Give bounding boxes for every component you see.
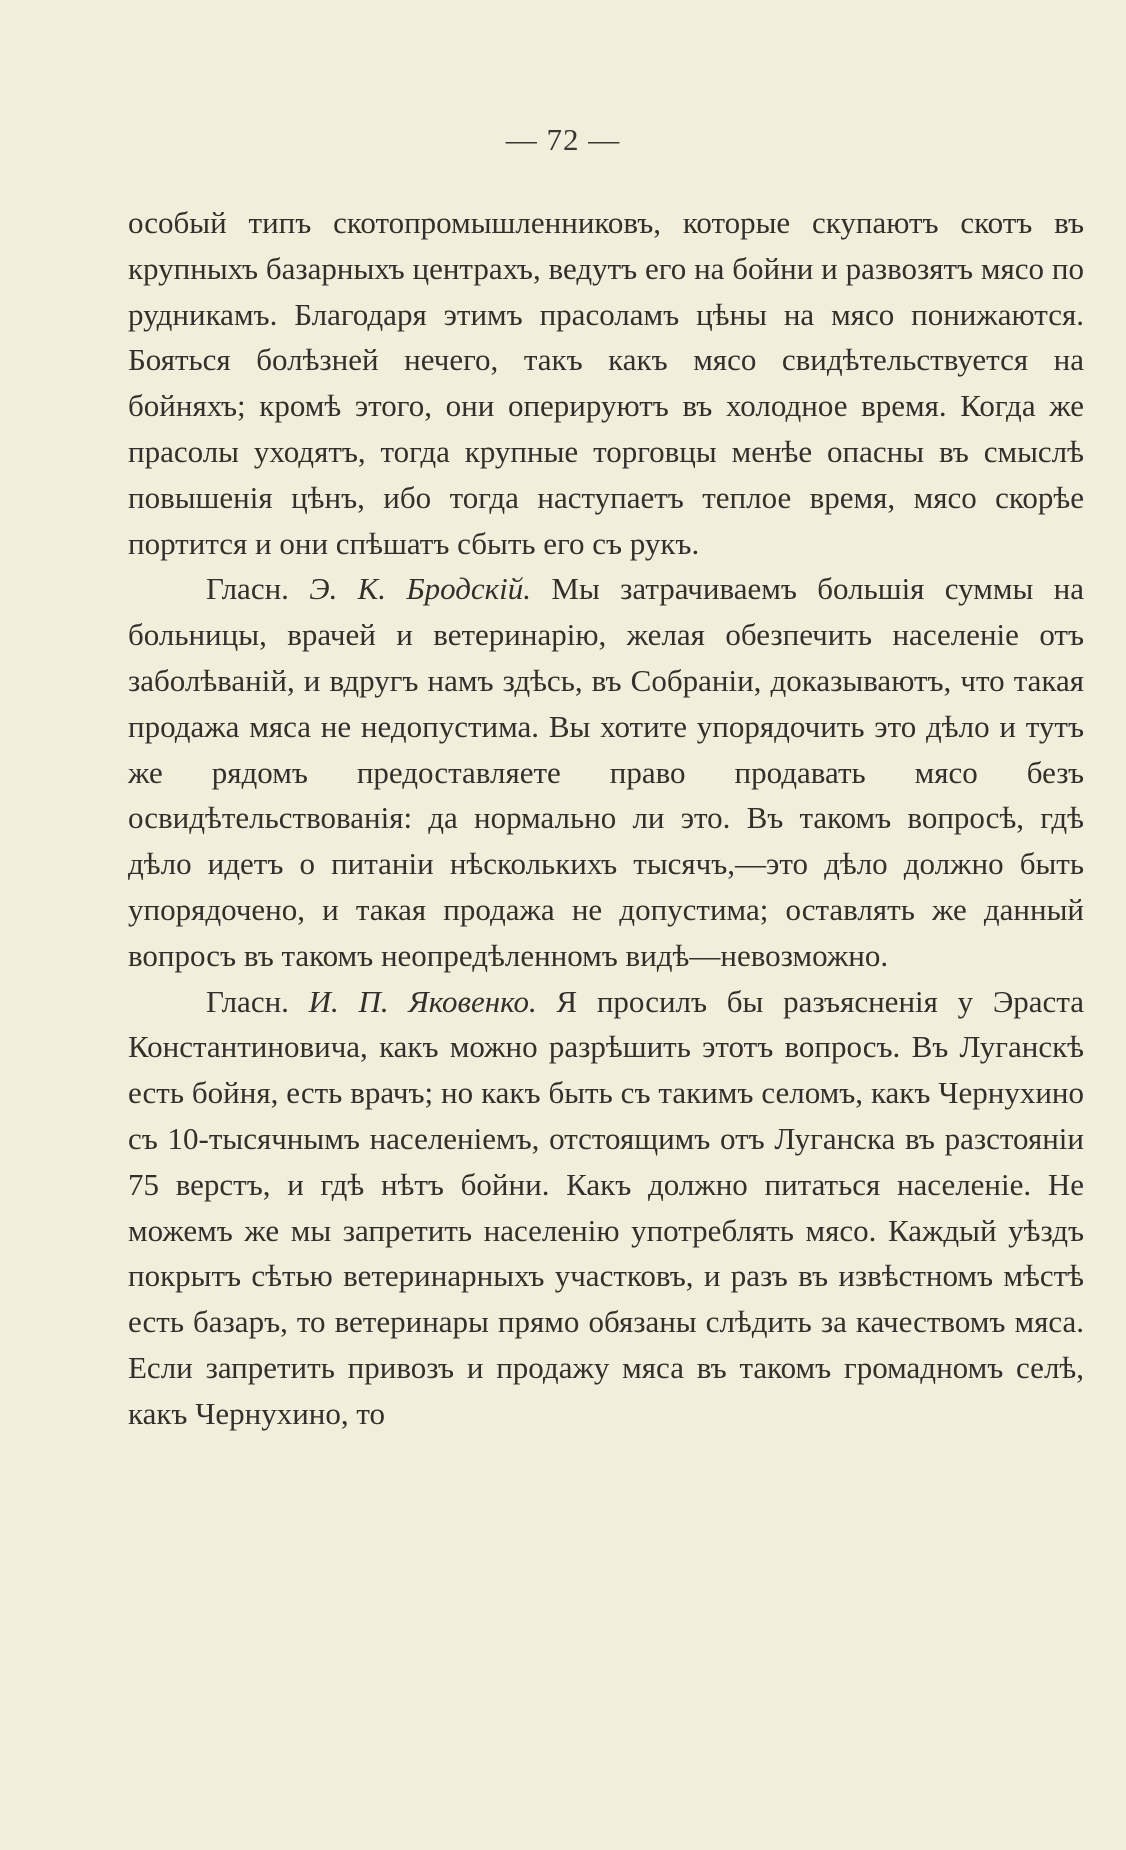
paragraph-continuation [128,200,1084,566]
paragraph-yakovenko [128,979,1084,1437]
speaker-title: Гласн. [206,983,309,1019]
paragraph-text: Я просилъ бы разъясненія у Эраста Константиновича, какъ можно разрѣшить этотъ вопросъ. Въ Луганскѣ есть бойня, есть врачъ; но какъ быть съ такимъ селомъ, какъ Чернухино съ 10-тысячнымъ населеніемъ, отстоящимъ отъ Луганска въ разстояніи 75 верстъ, и гдѣ нѣтъ бойни. Какъ должно питаться населеніе. Не можемъ же мы запретить населенію употреблять мясо. Каждый уѣздъ покрытъ сѣтью ветеринарныхъ участковъ, и разъ въ извѣстномъ мѣстѣ есть базаръ, то ветеринары прямо обязаны слѣдить за качествомъ мяса. Если запретить привозъ и продажу мяса въ такомъ громадномъ селѣ, какъ Чернухино, то [128,983,1085,1431]
paragraph-text: особый типъ скотопромышленниковъ, которые скупаютъ скотъ въ крупныхъ базарныхъ центрахъ, ведутъ его на бойни и развозятъ мясо по рудникамъ. Благодаря этимъ прасоламъ цѣны на мясо понижаются. Бояться болѣзней нечего, такъ какъ мясо свидѣтельствуется на бойняхъ; кромѣ этого, они оперируютъ въ холодное время. Когда же прасолы уходятъ, тогда крупные торговцы менѣе опасны въ смыслѣ повышенія цѣнъ, ибо тогда наступаетъ теплое время, мясо скорѣе портится и они спѣшатъ сбыть его съ рукъ. [128,205,1084,561]
speaker-name: Э. К. Бродскій. [309,571,532,607]
speaker-name: И. П. Яковенко. [308,983,537,1019]
body-text [128,200,1084,1437]
speaker-title: Гласн. [206,571,310,607]
paragraph-text: Мы затрачиваемъ большія суммы на больницы, врачей и ветеринарію, желая обезпечить населеніе отъ заболѣваній, и вдругъ намъ здѣсь, въ Собраніи, доказываютъ, что такая продажа мяса не недопустима. Вы хотите упорядочить это дѣло и тутъ же рядомъ предоставляете право продавать мясо безъ освидѣтельствованія: да нормально ли это. Въ такомъ вопросѣ, гдѣ дѣло идетъ о питаніи нѣсколькихъ тысячъ,—это дѣло должно быть упорядочено, и такая продажа не допустима; оставлять же данный вопросъ въ такомъ неопредѣленномъ видѣ—невозможно. [128,571,1085,973]
paragraph-brodsky [128,566,1084,978]
page-number: — 72 — [505,122,621,157]
